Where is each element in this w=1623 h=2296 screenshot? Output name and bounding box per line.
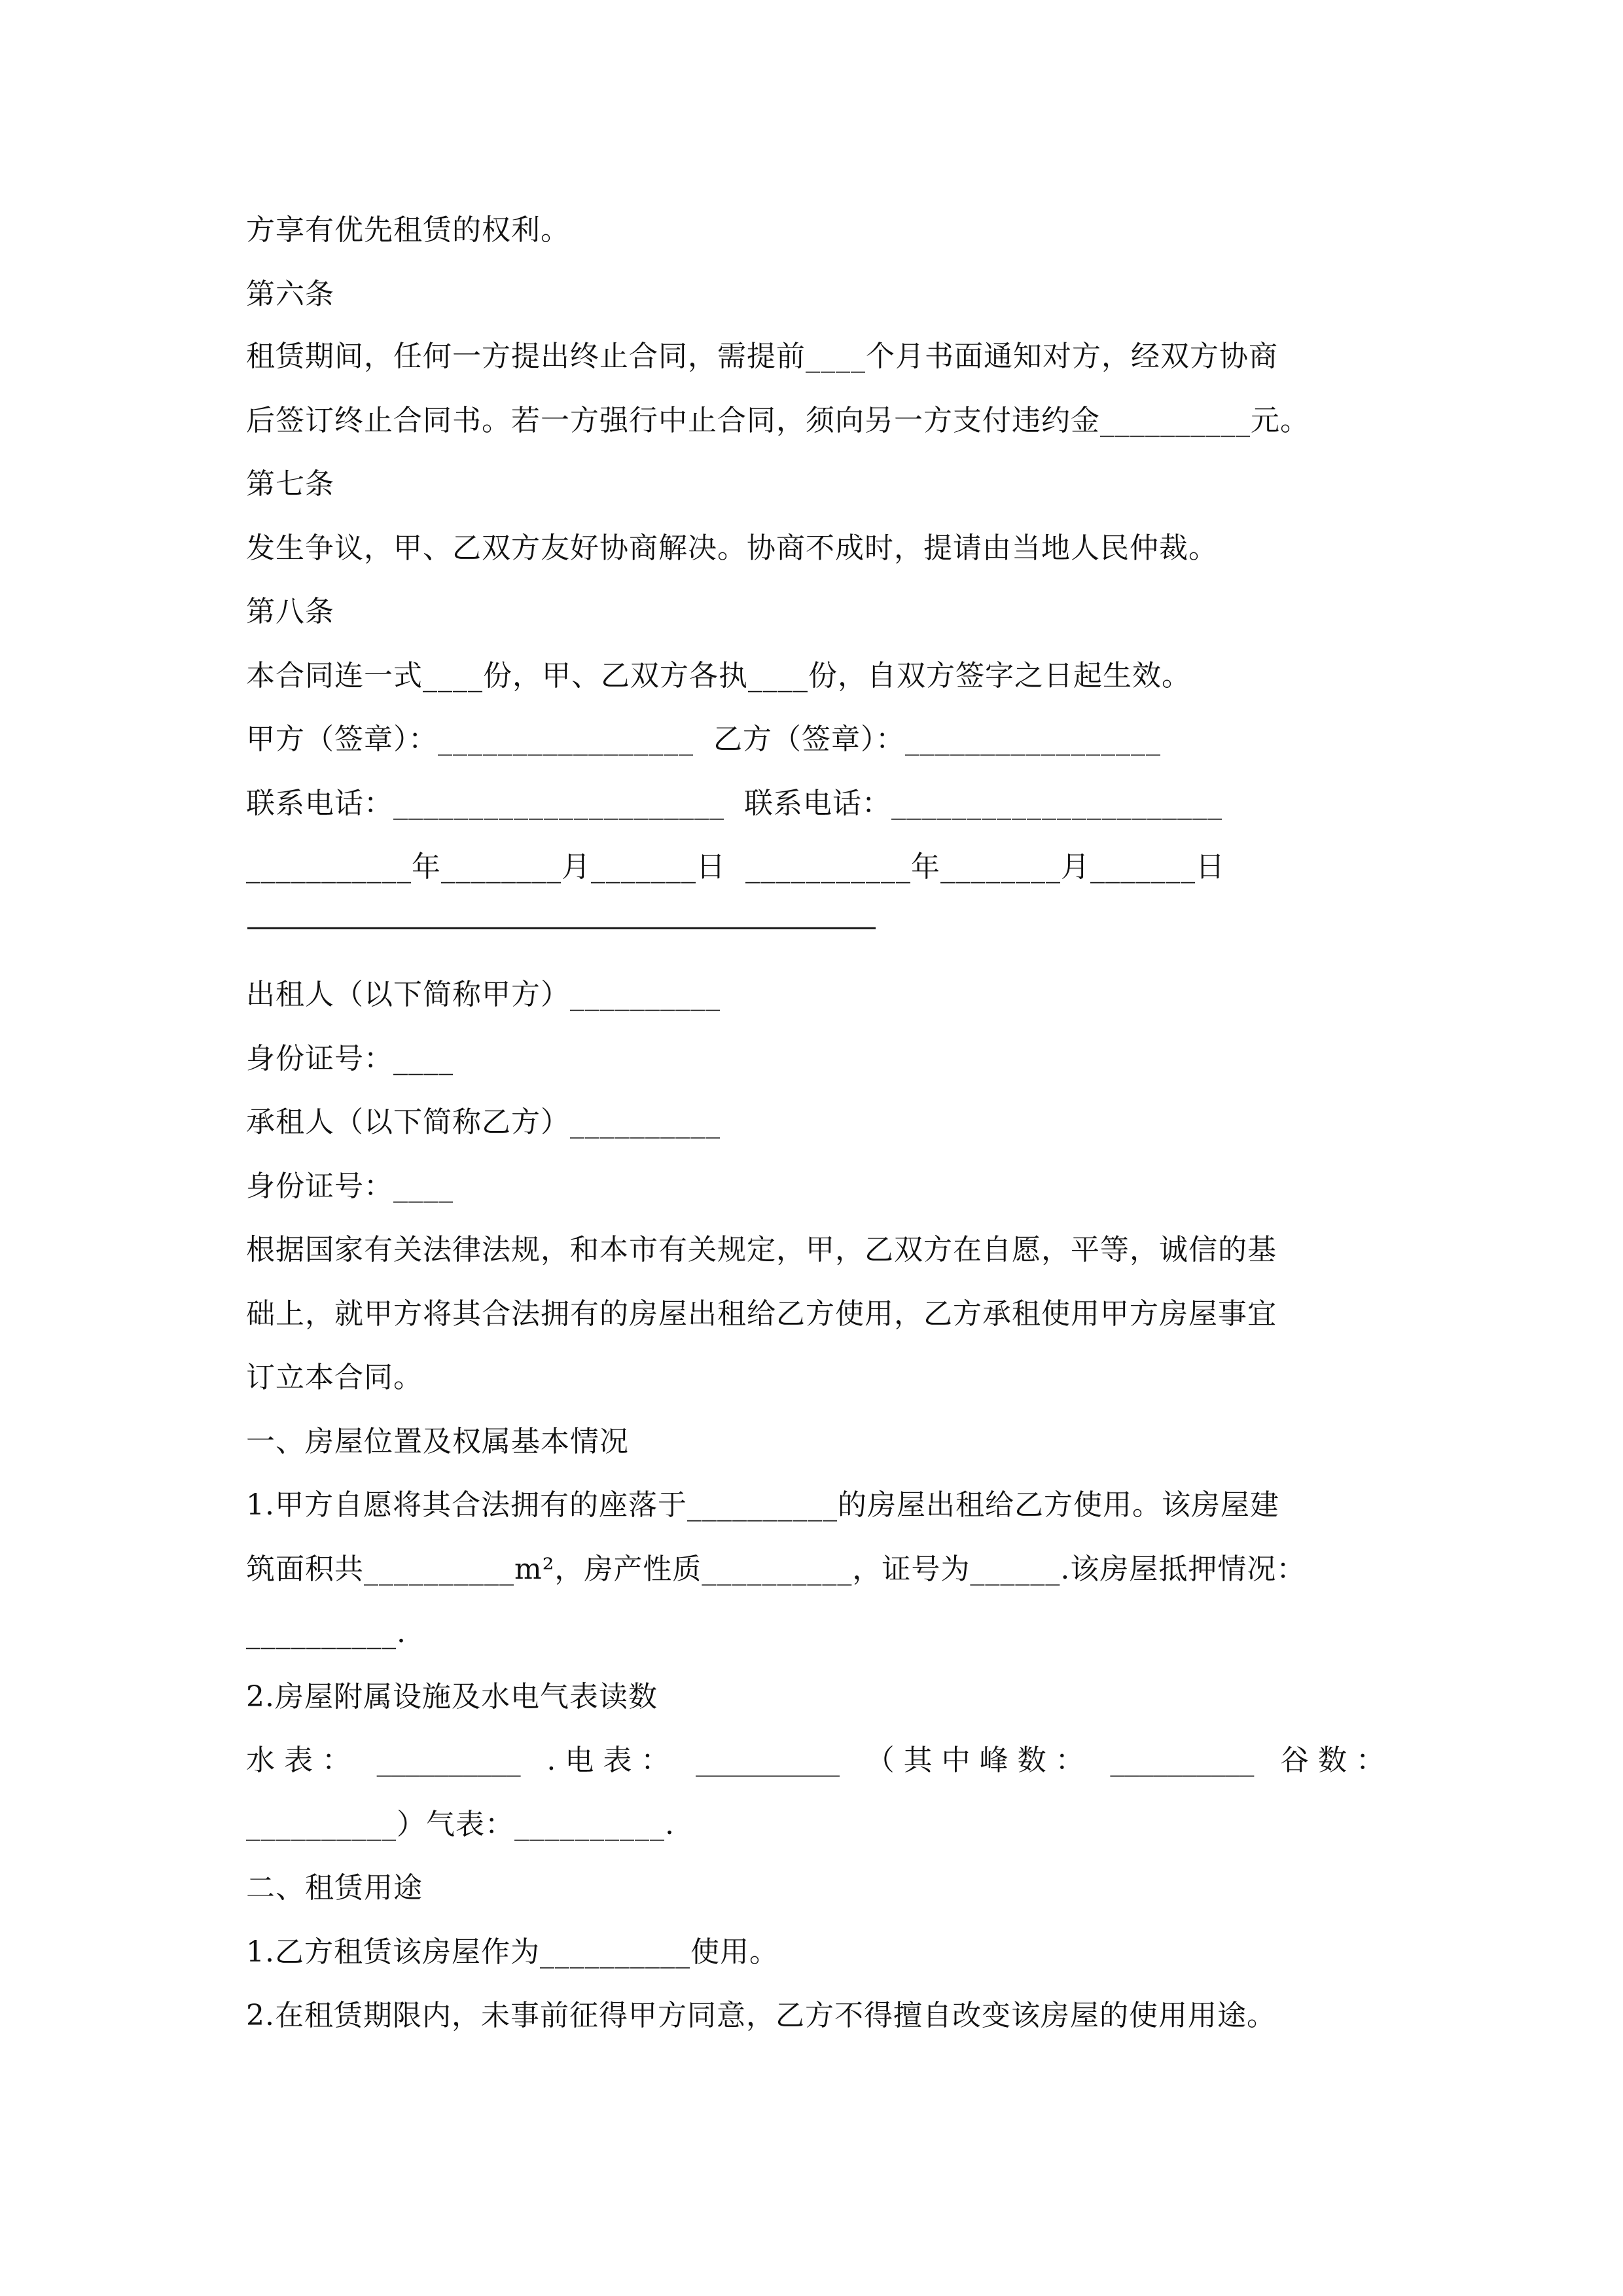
text-line: 方享有优先租赁的权利。: [246, 213, 570, 247]
text-line: 筑面积共__________m²，房产性质__________，证号为______.该房屋抵押情况：: [246, 1552, 1306, 1586]
text-line: __________）气表：__________.: [246, 1808, 675, 1841]
meter-part: （ 其 中 峰 数 ：: [865, 1744, 1084, 1777]
meter-part: 谷 数 ：: [1280, 1744, 1385, 1777]
lessee-line: 承租人（以下简称乙方）__________: [246, 1105, 721, 1139]
lessor-line: 出租人（以下简称甲方）__________: [246, 978, 721, 1011]
meter-part: . 电 表 ：: [546, 1744, 670, 1777]
section-2-heading: 二、租赁用途: [246, 1871, 423, 1905]
text-line: 订立本合同。: [246, 1361, 423, 1394]
meter-readings-line: [246, 1741, 1385, 1780]
text-line: __________.: [246, 1616, 406, 1649]
meter-part: __________: [1110, 1744, 1255, 1777]
text-line: 2.房屋附属设施及水电气表读数: [246, 1680, 658, 1713]
text-line: 2.在租赁期限内，未事前征得甲方同意，乙方不得擅自改变该房屋的使用用途。: [246, 1999, 1276, 2032]
meter-part: __________: [696, 1744, 840, 1777]
text-line: 租赁期间，任何一方提出终止合同，需提前____个月书面通知对方，经双方协商: [246, 340, 1278, 373]
signature-line: 甲方（签章）：_________________ 乙方（签章）：_________________: [246, 723, 1161, 756]
section-1-heading: 一、房屋位置及权属基本情况: [246, 1425, 629, 1458]
text-line: 1.甲方自愿将其合法拥有的座落于__________的房屋出租给乙方使用。该房屋建: [246, 1488, 1279, 1522]
text-line: 1.乙方租赁该房屋作为__________使用。: [246, 1935, 779, 1969]
phone-line: 联系电话：______________________ 联系电话：______________________: [246, 787, 1222, 820]
article-6-heading: 第六条: [246, 278, 334, 311]
text-line: 后签订终止合同书。若一方强行中止合同，须向另一方支付违约金__________元。: [246, 404, 1310, 437]
date-line: ___________年________月_______日 ___________年________月_______日: [246, 850, 1225, 884]
meter-part: 水 表 ：: [246, 1744, 351, 1777]
lessor-id-line: 身份证号：____: [246, 1042, 454, 1075]
divider-dashes: ————————————————————————: [246, 910, 874, 943]
article-8-heading: 第八条: [246, 595, 334, 628]
text-line: 发生争议，甲、乙双方友好协商解决。协商不成时，提请由当地人民仲裁。: [246, 531, 1218, 565]
text-line: 本合同连一式____份，甲、乙双方各执____份，自双方签字之日起生效。: [246, 659, 1191, 692]
text-line: 础上，就甲方将其合法拥有的房屋出租给乙方使用，乙方承租使用甲方房屋事宜: [246, 1297, 1277, 1331]
lessee-id-line: 身份证号：____: [246, 1170, 454, 1203]
text-line: 根据国家有关法律法规，和本市有关规定，甲，乙双方在自愿，平等，诚信的基: [246, 1233, 1277, 1266]
meter-part: __________: [376, 1744, 521, 1777]
article-7-heading: 第七条: [246, 467, 334, 501]
